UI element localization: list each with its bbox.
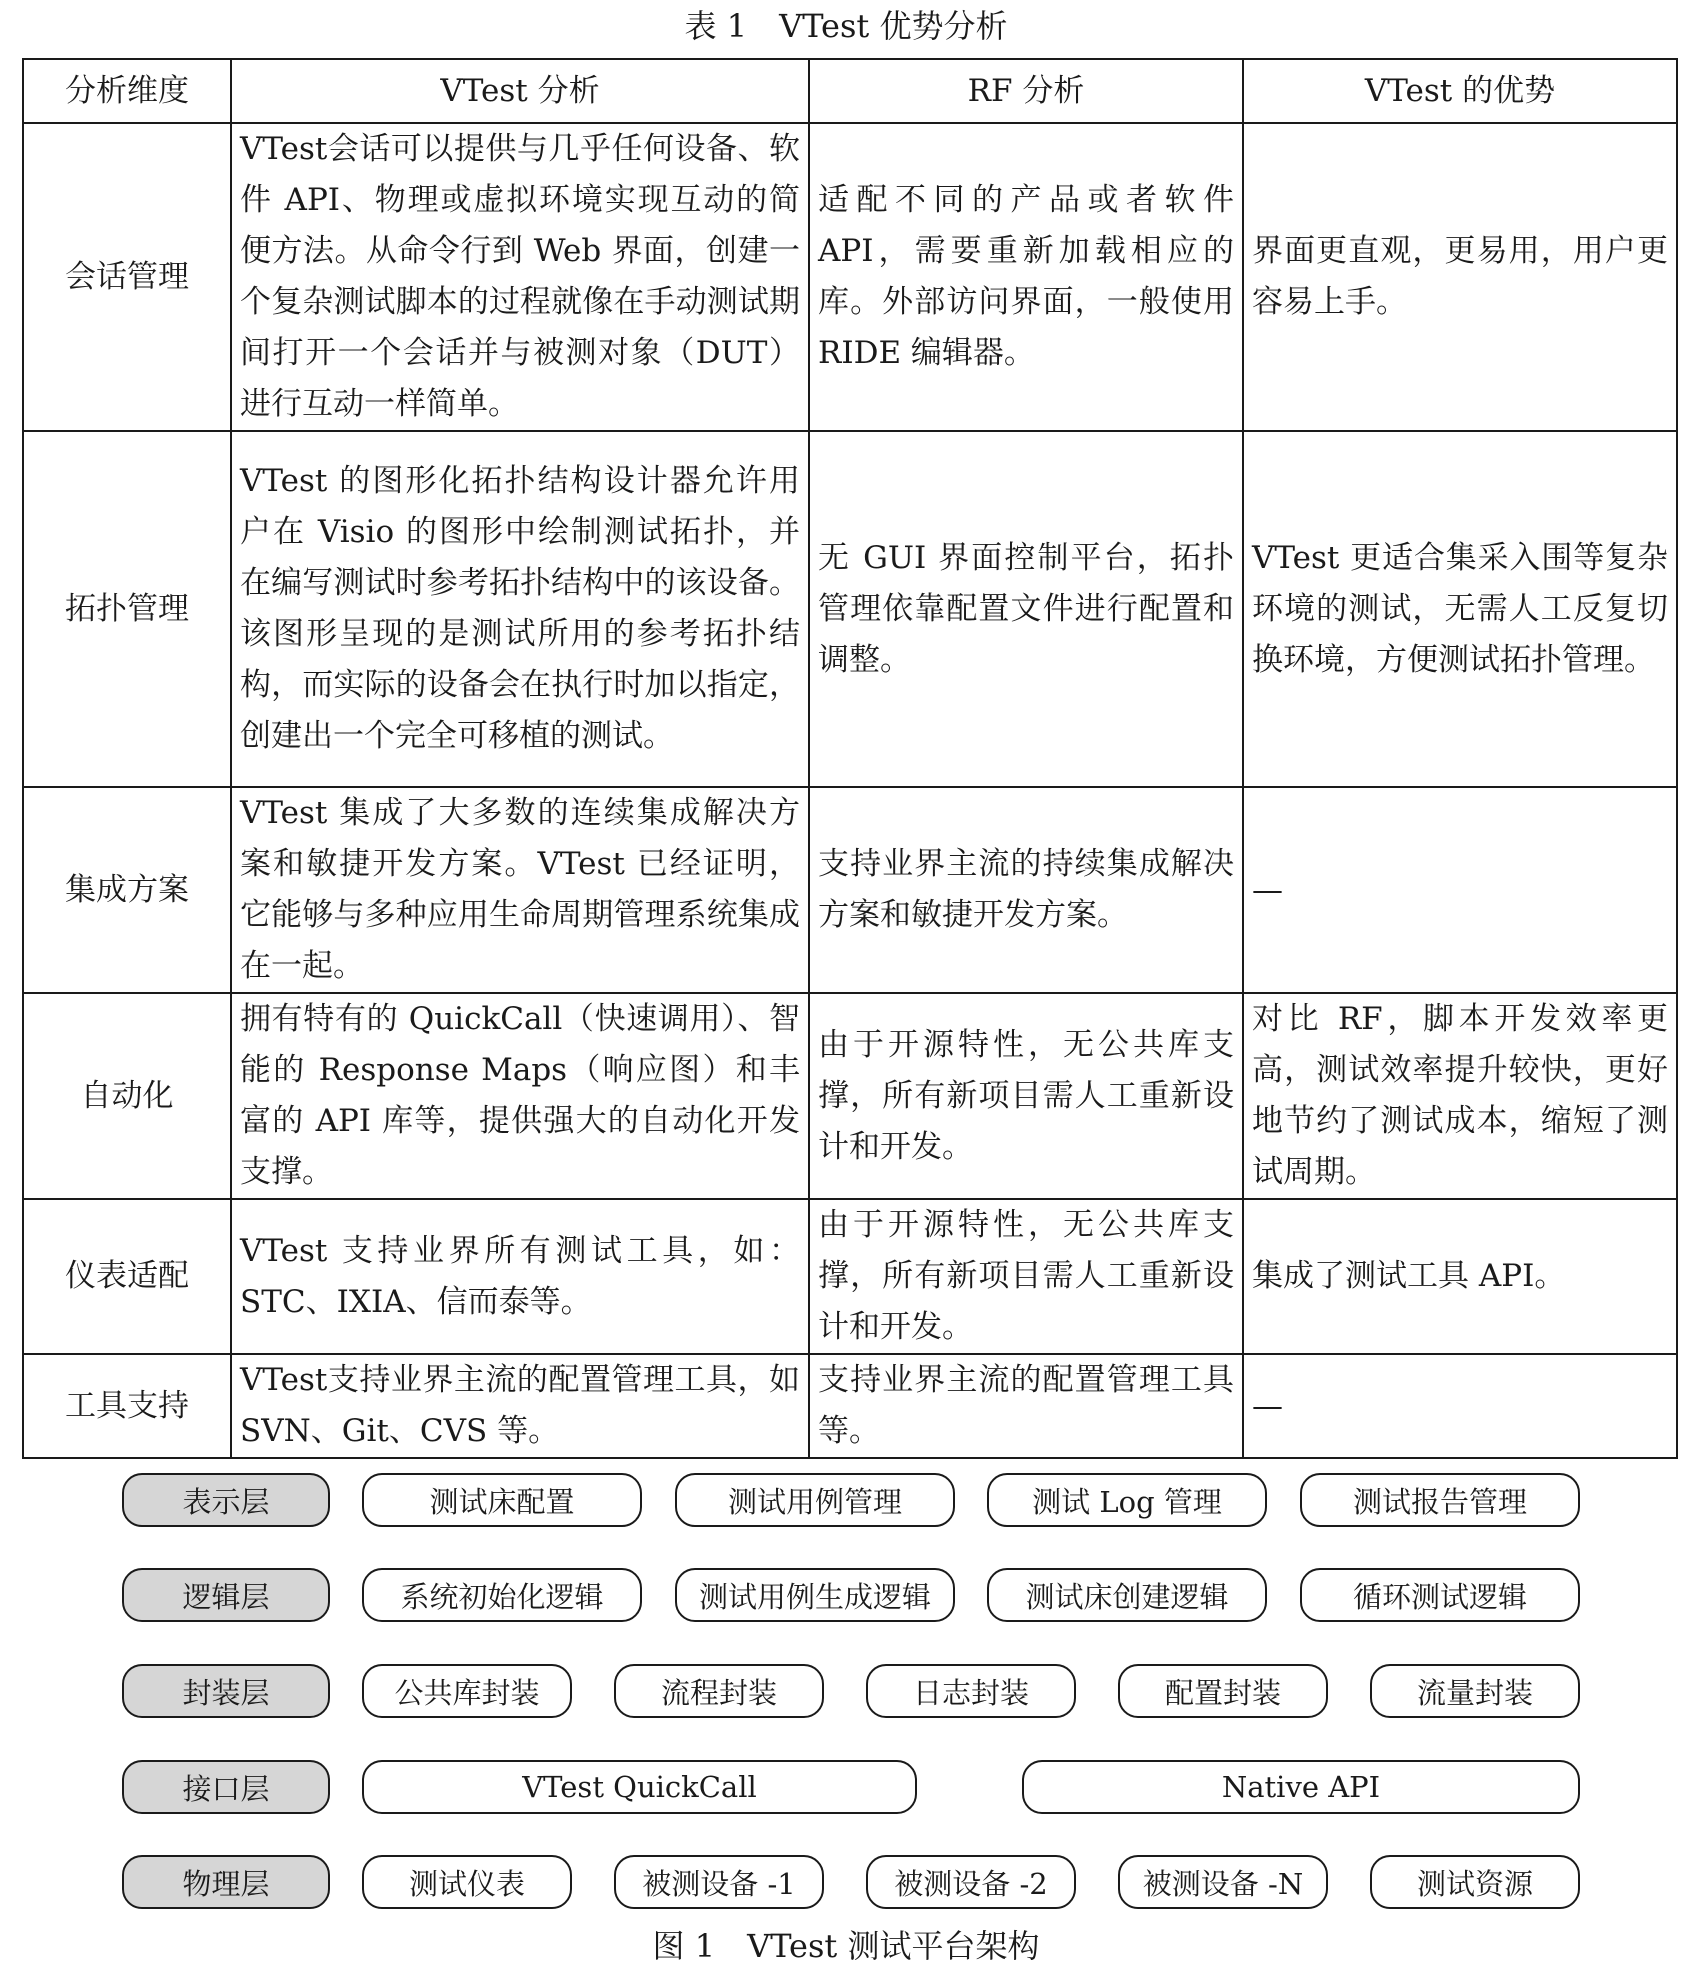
- header-vtest-analysis: VTest 分析: [231, 59, 809, 123]
- row-vtest-analysis: 拥有特有的 QuickCall（快速调用）、智能的 Response Maps（响应图）和丰富的 API 库等，提供强大的自动化开发支撑。: [231, 993, 809, 1199]
- row-dimension: 集成方案: [23, 787, 231, 993]
- table-row: [23, 1354, 1677, 1458]
- row-dimension: 工具支持: [23, 1354, 231, 1458]
- table-row: [23, 123, 1677, 431]
- layer-item: 测试报告管理: [1300, 1473, 1580, 1527]
- row-vtest-analysis: VTest会话可以提供与几乎任何设备、软件 API、物理或虚拟环境实现互动的简便方法。从命令行到 Web 界面，创建一个复杂测试脚本的过程就像在手动测试期间打开一个会话并与被测对象（DUT）进行互动一样简单。: [231, 123, 809, 431]
- table-row: [23, 431, 1677, 787]
- layer-item: 被测设备 -N: [1118, 1855, 1328, 1909]
- row-vtest-advantage: 集成了测试工具 API。: [1243, 1199, 1677, 1354]
- layer-item: 测试床创建逻辑: [987, 1568, 1267, 1622]
- layer-item: 日志封装: [866, 1664, 1076, 1718]
- header-vtest-advantage: VTest 的优势: [1243, 59, 1677, 123]
- table-caption: 表 1 VTest 优势分析: [684, 7, 1008, 45]
- layer-item: 测试资源: [1370, 1855, 1580, 1909]
- row-vtest-analysis: VTest 集成了大多数的连续集成解决方案和敏捷开发方案。VTest 已经证明，它能够与多种应用生命周期管理系统集成在一起。: [231, 787, 809, 993]
- row-vtest-advantage: —: [1243, 787, 1677, 993]
- layer-item: 循环测试逻辑: [1300, 1568, 1580, 1622]
- row-vtest-advantage: VTest 更适合集采入围等复杂环境的测试，无需人工反复切换环境，方便测试拓扑管理。: [1243, 431, 1677, 787]
- layer-name: 逻辑层: [122, 1568, 330, 1622]
- row-rf-analysis: 由于开源特性，无公共库支撑，所有新项目需人工重新设计和开发。: [809, 993, 1243, 1199]
- row-dimension: 仪表适配: [23, 1199, 231, 1354]
- row-vtest-advantage: 界面更直观，更易用，用户更容易上手。: [1243, 123, 1677, 431]
- row-dimension: 会话管理: [23, 123, 231, 431]
- row-vtest-advantage: —: [1243, 1354, 1677, 1458]
- layer-name: 表示层: [122, 1473, 330, 1527]
- layer-item: 被测设备 -2: [866, 1855, 1076, 1909]
- layer-name: 封装层: [122, 1664, 330, 1718]
- row-vtest-advantage: 对比 RF，脚本开发效率更高，测试效率提升较快，更好地节约了测试成本，缩短了测试周期。: [1243, 993, 1677, 1199]
- layer-item: 配置封装: [1118, 1664, 1328, 1718]
- layer-item: Native API: [1022, 1760, 1580, 1814]
- layer-name: 物理层: [122, 1855, 330, 1909]
- table-row: [23, 787, 1677, 993]
- comparison-table: [22, 58, 1678, 1459]
- layer-item: 测试 Log 管理: [987, 1473, 1267, 1527]
- row-rf-analysis: 由于开源特性，无公共库支撑，所有新项目需人工重新设计和开发。: [809, 1199, 1243, 1354]
- header-dimension: 分析维度: [23, 59, 231, 123]
- row-vtest-analysis: VTest 支持业界所有测试工具，如：STC、IXIA、信而泰等。: [231, 1199, 809, 1354]
- table-row: [23, 1199, 1677, 1354]
- row-vtest-analysis: VTest 的图形化拓扑结构设计器允许用户在 Visio 的图形中绘制测试拓扑，并在编写测试时参考拓扑结构中的该设备。该图形呈现的是测试所用的参考拓扑结构，而实际的设备会在执行时加以指定，创建出一个完全可移植的测试。: [231, 431, 809, 787]
- header-rf-analysis: RF 分析: [809, 59, 1243, 123]
- layer-item: 测试用例管理: [675, 1473, 955, 1527]
- row-rf-analysis: 支持业界主流的配置管理工具等。: [809, 1354, 1243, 1458]
- layer-item: 被测设备 -1: [614, 1855, 824, 1909]
- row-dimension: 自动化: [23, 993, 231, 1199]
- row-rf-analysis: 适配不同的产品或者软件 API，需要重新加载相应的库。外部访问界面，一般使用 RIDE 编辑器。: [809, 123, 1243, 431]
- layer-item: 流程封装: [614, 1664, 824, 1718]
- layer-item: 测试床配置: [362, 1473, 642, 1527]
- table-header-row: [23, 59, 1677, 123]
- layer-name: 接口层: [122, 1760, 330, 1814]
- layer-item: 测试用例生成逻辑: [675, 1568, 955, 1622]
- table-row: [23, 993, 1677, 1199]
- layer-item: 流量封装: [1370, 1664, 1580, 1718]
- row-dimension: 拓扑管理: [23, 431, 231, 787]
- layer-item: 公共库封装: [362, 1664, 572, 1718]
- layer-item: 测试仪表: [362, 1855, 572, 1909]
- figure-caption: 图 1 VTest 测试平台架构: [652, 1927, 1040, 1965]
- row-rf-analysis: 支持业界主流的持续集成解决方案和敏捷开发方案。: [809, 787, 1243, 993]
- layer-item: VTest QuickCall: [362, 1760, 917, 1814]
- row-rf-analysis: 无 GUI 界面控制平台，拓扑管理依靠配置文件进行配置和调整。: [809, 431, 1243, 787]
- layer-item: 系统初始化逻辑: [362, 1568, 642, 1622]
- row-vtest-analysis: VTest支持业界主流的配置管理工具，如 SVN、Git、CVS 等。: [231, 1354, 809, 1458]
